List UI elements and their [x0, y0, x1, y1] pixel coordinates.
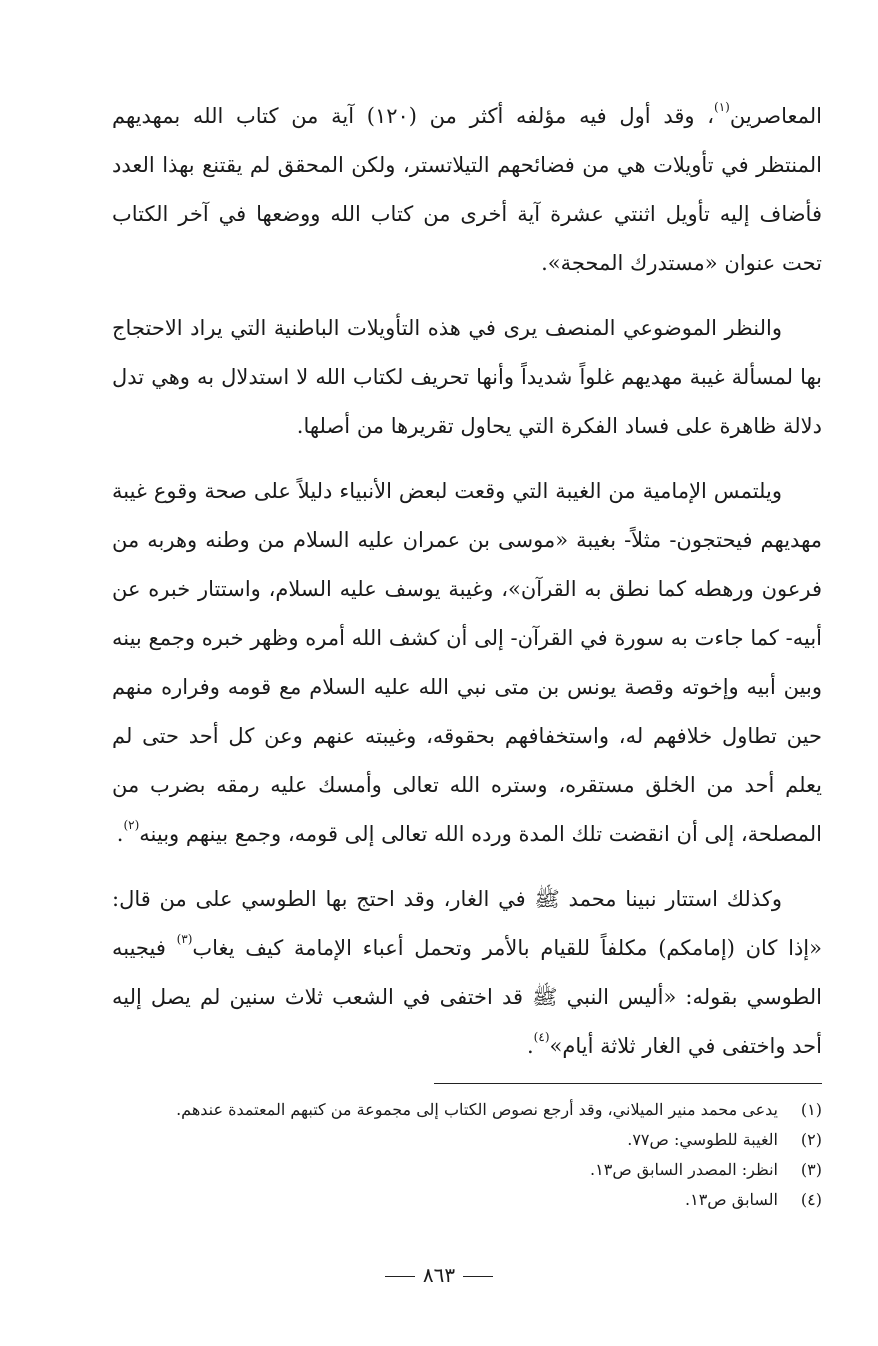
paragraph-4-end: .: [526, 1034, 534, 1058]
paragraph-4-text: وكذلك استتار نبينا محمد ﷺ في الغار، وقد احتج بها الطوسي على من قال: «إذا كان (إمامكم) مكلفاً للقيام بالأمر وتحمل أعباء الإمامة كيف يغاب: [112, 887, 822, 960]
footnote-number: (٣): [800, 1160, 822, 1179]
footnote-text: انظر: المصدر السابق ص١٣.: [590, 1160, 778, 1179]
paragraph-3: [112, 467, 822, 859]
footnote-1: [112, 1095, 822, 1125]
paragraph-4-text-cont: فيجيبه الطوسي بقوله: «أليس النبي ﷺ قد اختفى في الشعب ثلاث سنين لم يصل إليه أحد واختفى في الغار ثلاثة أيام»: [112, 936, 822, 1058]
paragraph-2: والنظر الموضوعي المنصف يرى في هذه التأويلات الباطنية التي يراد الاحتجاج بها لمسألة غيبة مهديهم غلواً شديداً وأنها تحريف لكتاب الله لا استدلال به وهي تدل دلالة ظاهرة على فساد الفكرة التي يحاول تقريرها من أصلها.: [112, 316, 822, 438]
dash-right: [385, 1276, 415, 1277]
footnote-2: [112, 1125, 822, 1155]
dash-left: [463, 1276, 493, 1277]
footnote-text: يدعى محمد منير الميلاني، وقد أرجع نصوص الكتاب إلى مجموعة من كتبهم المعتمدة عندهم.: [176, 1100, 778, 1119]
footnote-ref-3: (٣): [176, 932, 193, 946]
footnote-3: [112, 1155, 822, 1185]
paragraph-1: [112, 92, 822, 288]
footnote-ref-2: (٢): [123, 818, 140, 832]
footnote-ref-4: (٤): [533, 1030, 550, 1044]
footnote-separator: [434, 1083, 822, 1084]
paragraph-3-end: .: [116, 822, 124, 846]
footnote-number: (٢): [800, 1130, 822, 1149]
paragraph-1-text: المعاصرين: [729, 104, 822, 128]
footnote-text: الغيبة للطوسي: ص٧٧.: [627, 1130, 778, 1149]
paragraph-3-text: ويلتمس الإمامية من الغيبة التي وقعت لبعض الأنبياء دليلاً على صحة وقوع غيبة مهديهم فيحتجون- مثلاً- بغيبة «موسى بن عمران عليه السلام من وطنه وهربه من فرعون ورهطه كما نطق به القرآن»، وغيبة يوسف عليه السلام، واستتار خبره عن أبيه- كما جاءت به سورة في القرآن- إلى أن كشف الله أمره وظهر خبره وجمع بينه وبين أبيه وإخوته وقصة يونس بن متى نبي الله عليه السلام مع قومه وفراره منهم حين تطاول خلافهم له، واستخفافهم بحقوقه، وغيبته عنهم وعن كل أحد حتى لم يعلم أحد من الخلق مستقره، وستره الله تعالى وأمسك عليه رمقه بضرب من المصلحة، إلى أن انقضت تلك المدة ورده الله تعالى إلى قومه، وجمع بينهم وبينه: [112, 479, 822, 846]
footnote-number: (٤): [800, 1190, 822, 1209]
main-text: [112, 92, 822, 1071]
footnote-number: (١): [800, 1100, 822, 1119]
footnote-text: السابق ص١٣.: [685, 1190, 778, 1209]
footnotes: [112, 1095, 822, 1215]
page-number-value: ٨٦٣: [422, 1263, 456, 1287]
page-number: [0, 1263, 878, 1287]
footnote-ref-1: (١): [714, 100, 730, 114]
paragraph-4: [112, 875, 822, 1071]
paragraph-1-text-cont: ، وقد أول فيه مؤلفه أكثر من (١٢٠) آية من كتاب الله بمهديهم المنتظر في تأويلات هي من فضائحهم التيلاتستر، ولكن المحقق لم يقتنع بهذا العدد فأضاف إليه تأويل اثنتي عشرة آية أخرى من كتاب الله ووضعها في آخر الكتاب تحت عنوان «مستدرك المحجة».: [112, 104, 822, 275]
footnote-4: [112, 1185, 822, 1215]
